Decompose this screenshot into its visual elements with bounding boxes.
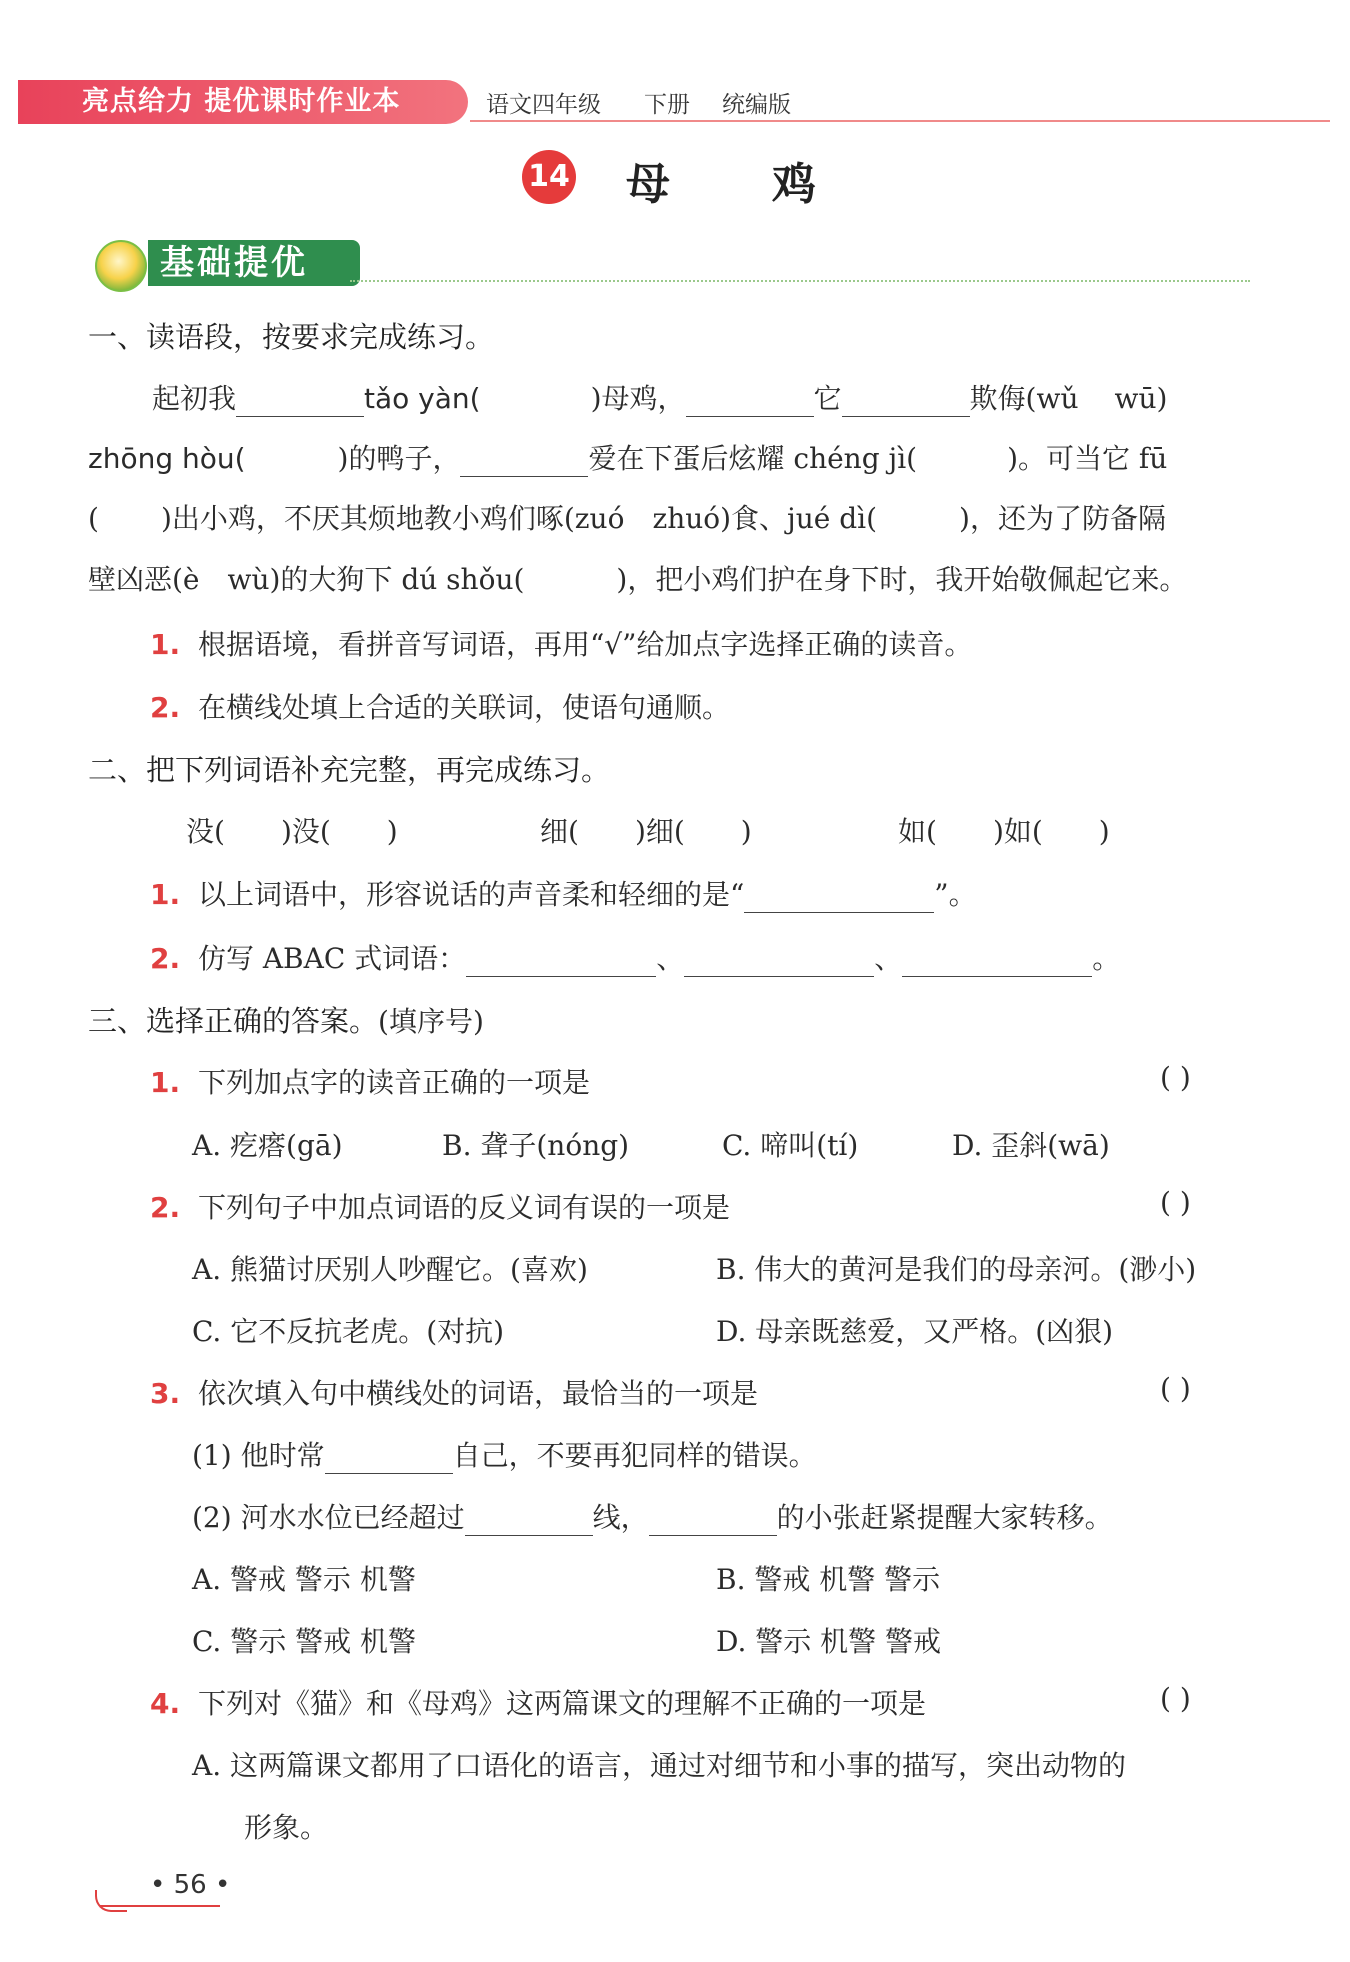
q3-item-3-stem: 3. 依次填入句中横线处的词语，最恰当的一项是 bbox=[150, 1377, 758, 1410]
q2-word-group-2: 细( )细( ) bbox=[540, 815, 752, 848]
q2-word-group-3: 如( )如( ) bbox=[898, 815, 1110, 848]
q1-paragraph-line-3: ( )出小鸡，不厌其烦地教小鸡们啄(zuó zhuó)食、jué dì( )，还为了防备隔 bbox=[88, 502, 1166, 535]
header-volume: 下册 bbox=[644, 92, 690, 118]
q3-item-2-option-b: B. 伟大的黄河是我们的母亲河。(渺小) bbox=[716, 1253, 1197, 1286]
q3-item-4-stem: 4. 下列对《猫》和《母鸡》这两篇课文的理解不正确的一项是 bbox=[150, 1687, 926, 1720]
q3-item-3-option-a: A. 警戒 警示 机警 bbox=[192, 1563, 416, 1596]
q3-item-1-stem: 1. 下列加点字的读音正确的一项是 bbox=[150, 1066, 590, 1099]
q1-subquestion-2: 2. 在横线处填上合适的关联词，使语句通顺。 bbox=[150, 691, 730, 724]
q3-item-3-answer-bracket[interactable]: ( ) bbox=[1160, 1372, 1191, 1405]
q3-item-2-option-a: A. 熊猫讨厌别人吵醒它。(喜欢) bbox=[192, 1253, 588, 1286]
q1-heading: 一、读语段，按要求完成练习。 bbox=[88, 320, 495, 354]
q2-heading: 二、把下列词语补充完整，再完成练习。 bbox=[88, 753, 611, 787]
q3-item-1-option-d: D. 歪斜(wā) bbox=[952, 1129, 1110, 1162]
page-number-underline bbox=[100, 1905, 220, 1907]
section-banner: 基础提优 bbox=[148, 240, 360, 286]
q3-item-2-stem: 2. 下列句子中加点词语的反义词有误的一项是 bbox=[150, 1191, 730, 1224]
q1-subquestion-1: 1. 根据语境，看拼音写词语，再用“√”给加点字选择正确的读音。 bbox=[150, 628, 973, 661]
header-divider bbox=[470, 120, 1330, 122]
book-sun-icon bbox=[95, 240, 147, 292]
banner-dotted-line bbox=[350, 280, 1250, 282]
q3-item-3-option-b: B. 警戒 机警 警示 bbox=[716, 1563, 941, 1596]
page-number: • 56 • bbox=[150, 1870, 231, 1900]
q3-item-3-sentence-1: (1) 他时常 自己，不要再犯同样的错误。 bbox=[192, 1439, 817, 1472]
page-number-ornament bbox=[95, 1890, 127, 1912]
q1-paragraph-line-2: zhōng hòu( )的鸭子， 爱在下蛋后炫耀 chéng jì( )。可当它 fū bbox=[88, 442, 1168, 475]
q3-item-4-answer-bracket[interactable]: ( ) bbox=[1160, 1682, 1191, 1715]
lesson-title-char-1: 母 bbox=[626, 159, 670, 210]
q3-item-3-sentence-2: (2) 河水水位已经超过 线， 的小张赶紧提醒大家转移。 bbox=[192, 1501, 1113, 1534]
q1-paragraph-line-4: 壁凶恶(è wù)的大狗下 dú shǒu( )，把小鸡们护在身下时，我开始敬佩起它来。 bbox=[88, 563, 1188, 596]
q3-item-4-option-a-line-1: A. 这两篇课文都用了口语化的语言，通过对细节和小事的描写，突出动物的 bbox=[192, 1749, 1127, 1782]
lesson-title-char-2: 鸡 bbox=[772, 159, 816, 210]
q1-paragraph-line-1: 起初我 tǎo yàn( )母鸡， 它 欺侮(wǔ wū) bbox=[152, 382, 1168, 415]
header-brand: 亮点给力 提优课时作业本 bbox=[82, 86, 401, 117]
lesson-number-badge: 14 bbox=[522, 150, 576, 204]
q3-item-1-answer-bracket[interactable]: ( ) bbox=[1160, 1061, 1191, 1094]
header-subject: 语文四年级 bbox=[486, 92, 601, 118]
q3-item-2-option-c: C. 它不反抗老虎。(对抗) bbox=[192, 1315, 505, 1348]
q3-item-4-option-a-line-2: 形象。 bbox=[244, 1811, 329, 1844]
header-edition: 统编版 bbox=[722, 92, 791, 118]
q3-item-1-option-b: B. 聋子(nóng) bbox=[442, 1129, 630, 1162]
q2-word-group-1: 没( )没( ) bbox=[186, 815, 398, 848]
q3-item-3-option-d: D. 警示 机警 警戒 bbox=[716, 1625, 942, 1658]
q2-subquestion-1: 1. 以上词语中，形容说话的声音柔和轻细的是“ ”。 bbox=[150, 878, 977, 911]
q3-item-1-option-a: A. 疙瘩(gā) bbox=[192, 1129, 343, 1162]
q3-item-2-answer-bracket[interactable]: ( ) bbox=[1160, 1186, 1191, 1219]
q3-item-2-option-d: D. 母亲既慈爱，又严格。(凶狠) bbox=[716, 1315, 1114, 1348]
q2-subquestion-2: 2. 仿写 ABAC 式词语： 、 、 。 bbox=[150, 942, 1121, 975]
q3-item-1-option-c: C. 啼叫(tí) bbox=[722, 1129, 859, 1162]
q3-heading: 三、选择正确的答案。(填序号) bbox=[88, 1004, 484, 1038]
q3-item-3-option-c: C. 警示 警戒 机警 bbox=[192, 1625, 417, 1658]
